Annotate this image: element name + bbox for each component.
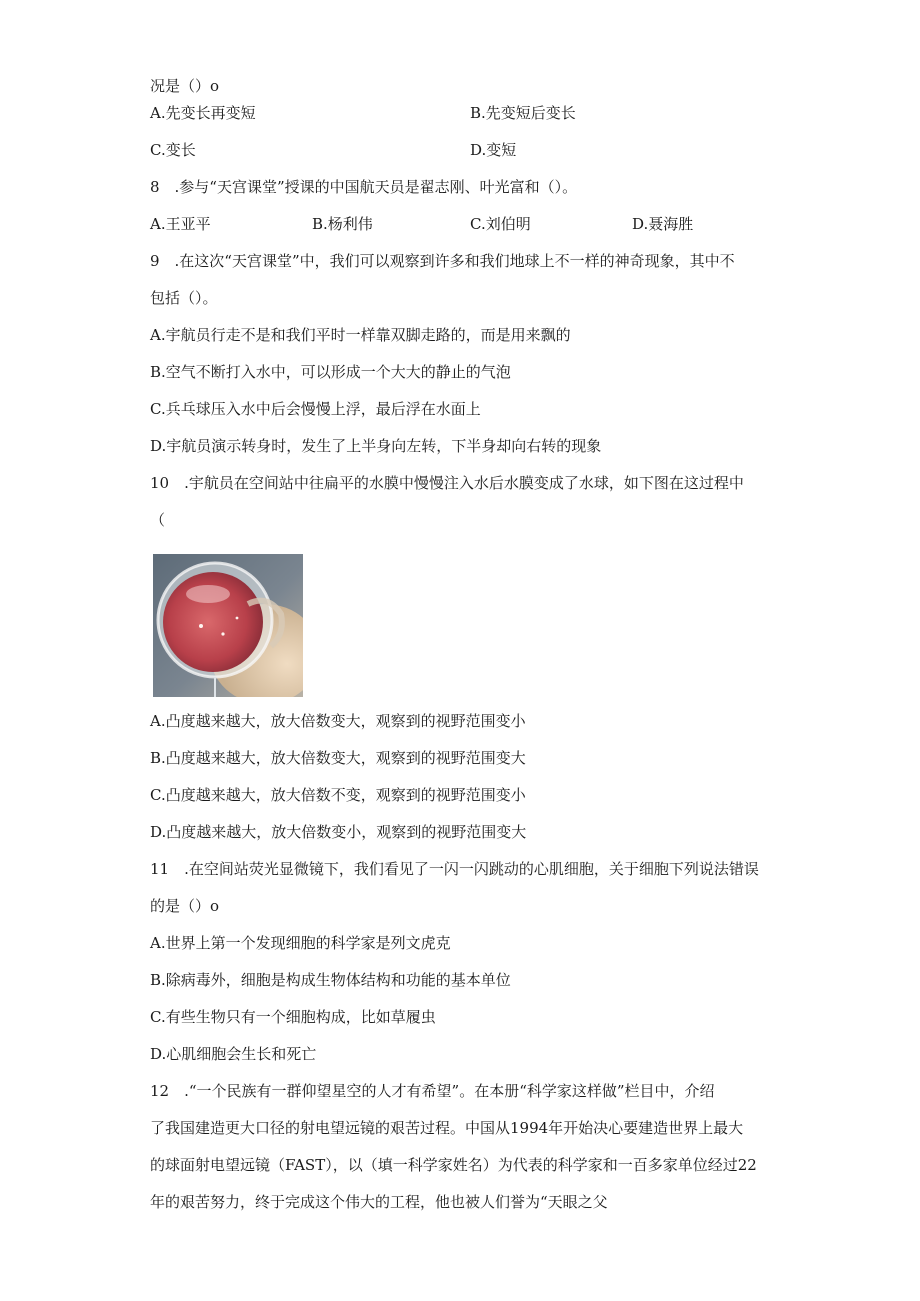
q10-option-a: A.凸度越来越大，放大倍数变大，观察到的视野范围变小	[150, 712, 526, 730]
q8-stem: 8 .参与“天宫课堂”授课的中国航天员是翟志刚、叶光富和（）。	[150, 178, 578, 196]
q7-option-a: A.先变长再变短	[150, 104, 256, 122]
q10-stem-line1: 10 .宇航员在空间站中往扁平的水膜中慢慢注入水后水膜变成了水球，如下图在这过程中	[150, 474, 744, 492]
q12-line4: 年的艰苦努力，终于完成这个伟大的工程，他也被人们誉为“天眼之父	[150, 1193, 608, 1211]
q9-option-a: A.宇航员行走不是和我们平时一样靠双脚走路的，而是用来飘的	[150, 326, 571, 344]
q7-stem-tail: 况是（）o	[150, 77, 220, 95]
q9-stem-line1: 9 .在这次“天宫课堂”中，我们可以观察到许多和我们地球上不一样的神奇现象，其中不	[150, 252, 735, 270]
q8-option-c: C.刘伯明	[470, 215, 531, 233]
q11-option-c: C.有些生物只有一个细胞构成，比如草履虫	[150, 1008, 436, 1026]
q12-line2: 了我国建造更大口径的射电望远镜的艰苦过程。中国从1994年开始决心要建造世界上最大	[150, 1119, 744, 1137]
q7-option-d: D.变短	[470, 141, 517, 159]
q10-option-b: B.凸度越来越大，放大倍数变大，观察到的视野范围变大	[150, 749, 526, 767]
water-ball-photo	[153, 554, 303, 697]
water-ball-image	[153, 554, 303, 697]
q10-option-c: C.凸度越来越大，放大倍数不变，观察到的视野范围变小	[150, 786, 526, 804]
q10-option-d: D.凸度越来越大，放大倍数变小，观察到的视野范围变大	[150, 823, 527, 841]
q8-option-d: D.聂海胜	[632, 215, 694, 233]
q9-stem-line2: 包括（）。	[150, 289, 218, 307]
q9-option-c: C.兵乓球压入水中后会慢慢上浮，最后浮在水面上	[150, 400, 481, 418]
q12-line1: 12 .“一个民族有一群仰望星空的人才有希望”。在本册“科学家这样做”栏目中，介绍	[150, 1082, 715, 1100]
q9-option-d: D.宇航员演示转身时，发生了上半身向左转，下半身却向右转的现象	[150, 437, 602, 455]
q11-stem-line2: 的是（）o	[150, 897, 220, 915]
q11-option-d: D.心肌细胞会生长和死亡	[150, 1045, 317, 1063]
q11-stem-line1: 11 .在空间站荧光显微镜下，我们看见了一闪一闪跳动的心肌细胞，关于细胞下列说法错误	[150, 860, 759, 878]
q12-line3: 的球面射电望远镜（FAST），以（填一科学家姓名）为代表的科学家和一百多家单位经过22	[150, 1156, 757, 1174]
q8-option-a: A.王亚平	[150, 215, 211, 233]
q10-stem-line2: （	[150, 511, 166, 529]
q11-option-b: B.除病毒外，细胞是构成生物体结构和功能的基本单位	[150, 971, 511, 989]
q7-option-c: C.变长	[150, 141, 196, 159]
q7-option-b: B.先变短后变长	[470, 104, 576, 122]
q9-option-b: B.空气不断打入水中，可以形成一个大大的静止的气泡	[150, 363, 511, 381]
q11-option-a: A.世界上第一个发现细胞的科学家是列文虎克	[150, 934, 451, 952]
q8-option-b: B.杨利伟	[312, 215, 373, 233]
